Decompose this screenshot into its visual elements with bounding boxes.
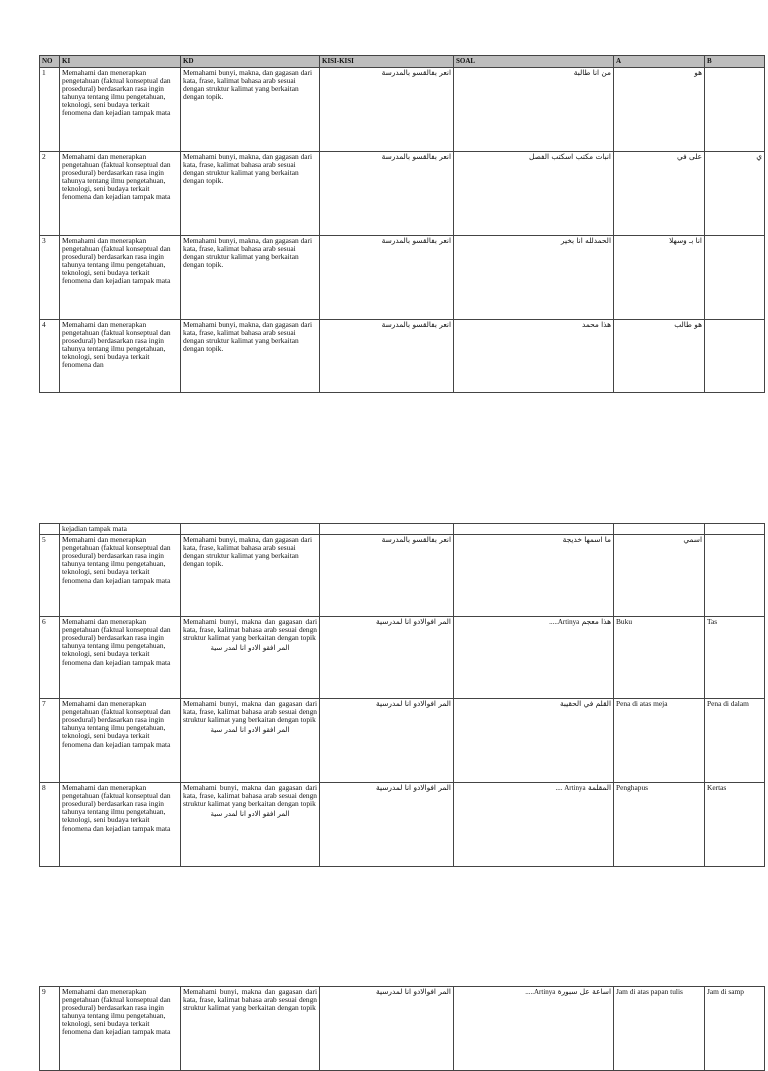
row-no: 3 [40,236,60,320]
row-no: 1 [40,68,60,152]
option-b-cell: Pena di dalam [705,699,765,783]
option-b-cell: ي [705,152,765,236]
table-row [40,987,765,1071]
row-no: 6 [40,617,60,699]
table-row [40,152,765,236]
option-b-cell [705,236,765,320]
header-no: NO [40,56,60,68]
kisi-cell: المر افوالادو انا لمدرسية [320,699,454,783]
header-row [40,56,765,68]
kd-text: Memahami bunyi, makna dan gagasan dari kata, frase, kalimat bahasa arab sesuai dengn struktur kalimat yang berkaitan dengan topik [183,699,317,725]
option-b-cell: Jam di samp [705,987,765,1071]
kd-text: Memahami bunyi, makna dan gagasan dari kata, frase, kalimat bahasa arab sesuai dengn struktur kalimat yang berkaitan dengan topik [183,783,317,809]
kisi-cell: انعر بفالقسو بالمدرسة [320,535,454,617]
question-table-page-3 [39,986,765,1071]
soal-arabic: اساعة عل سبورة [557,987,611,996]
kd-cell: Memahami bunyi, makna, dan gagasan dari kata, frase, kalimat bahasa arab sesuai dengan struktur kalimat yang berkaitan dengan topik. [181,236,320,320]
header-soal: SOAL [454,56,614,68]
carry-row [40,524,765,535]
kisi-cell: انعر بفالقسو بالمدرسة [320,68,454,152]
header-kd: KD [181,56,320,68]
question-table-page-1 [39,55,765,393]
option-b-cell: Kertas [705,783,765,867]
table-row [40,699,765,783]
soal-cell: انبات مكتب اسكتب الفصل [454,152,614,236]
kisi-cell: انعر بفالقسو بالمدرسة [320,152,454,236]
option-a-cell: Jam di atas papan tulis [614,987,705,1071]
soal-cell: من انا طالبة [454,68,614,152]
kd-cell [181,783,320,867]
row-no: 8 [40,783,60,867]
table-row [40,68,765,152]
soal-cell: الحمدلله انا بخير [454,236,614,320]
ki-cell: Memahami dan menerapkan pengetahuan (faktual konseptual dan prosedural) berdasarkan rasa ingin tahunya tentang ilmu pengetahuan, teknologi, seni budaya terkait fenomena dan kejadian tampak mata [60,236,181,320]
option-b-cell [705,68,765,152]
soal-artinya: Artinya..... [525,988,556,996]
soal-cell [454,617,614,699]
ki-cell: Memahami dan menerapkan pengetahuan (faktual konseptual dan prosedural) berdasarkan rasa ingin tahunya tentang ilmu pengetahuan, teknologi, seni budaya terkait fenomena dan kejadian tampak mata [60,617,181,699]
row-no: 4 [40,320,60,393]
kisi-cell: المر افوالادو انا لمدرسية [320,987,454,1071]
soal-arabic: هذا معجم [581,617,611,627]
kisi-cell: المر افوالادو انا لمدرسية [320,617,454,699]
soal-cell: ما اسمها خديجة [454,535,614,617]
kd-text: Memahami bunyi, makna dan gagasan dari kata, frase, kalimat bahasa arab sesuai dengn struktur kalimat yang berkaitan dengan topik [183,987,317,1013]
header-b: B [705,56,765,68]
option-a-cell: Buku [614,617,705,699]
soal-artinya: Artinya .... [555,784,586,793]
soal-cell [454,987,614,1071]
kd-arabic: المر افقو الادو انا لمدر سية [210,810,290,819]
row-no: 7 [40,699,60,783]
header-a: A [614,56,705,68]
row-no: 9 [40,987,60,1071]
soal-artinya: Artinya..... [549,618,580,627]
ki-cell: Memahami dan menerapkan pengetahuan (faktual konseptual dan prosedural) berdasarkan rasa ingin tahunya tentang ilmu pengetahuan, teknologi, seni budaya terkait fenomena dan kejadian tampak mata [60,699,181,783]
kd-cell: Memahami bunyi, makna, dan gagasan dari kata, frase, kalimat bahasa arab sesuai dengan struktur kalimat yang berkaitan dengan topik. [181,320,320,393]
soal-arabic: المقلمة [588,783,611,793]
ki-cell: Memahami dan menerapkan pengetahuan (faktual konseptual dan prosedural) berdasarkan rasa ingin tahunya tentang ilmu pengetahuan, teknologi, seni budaya terkait fenomena dan kejadian tampak mata [60,535,181,617]
row-no: 5 [40,535,60,617]
option-a-cell: اسمي [614,535,705,617]
ki-carry-cell: kejadian tampak mata [60,524,181,535]
ki-cell: Memahami dan menerapkan pengetahuan (faktual konseptual dan prosedural) berdasarkan rasa ingin tahunya tentang ilmu pengetahuan, teknologi, seni budaya terkait fenomena dan kejadian tampak mata [60,152,181,236]
ki-cell: Memahami dan menerapkan pengetahuan (faktual konseptual dan prosedural) berdasarkan rasa ingin tahunya tentang ilmu pengetahuan, teknologi, seni budaya terkait fenomena dan kejadian tampak mata [60,68,181,152]
table-row [40,617,765,699]
kd-arabic: المر افقو الادو انا لمدر سية [210,726,290,735]
kd-cell [181,699,320,783]
row-no: 2 [40,152,60,236]
option-b-cell: Tas [705,617,765,699]
table-row [40,535,765,617]
kisi-cell: انعر بفالقسو بالمدرسة [320,320,454,393]
soal-cell: هذا محمد [454,320,614,393]
kisi-cell: انعر بفالقسو بالمدرسة [320,236,454,320]
option-a-cell: على في [614,152,705,236]
option-a-cell: Penghapus [614,783,705,867]
kd-cell: Memahami bunyi, makna, dan gagasan dari kata, frase, kalimat bahasa arab sesuai dengan struktur kalimat yang berkaitan dengan topik. [181,68,320,152]
kd-cell: Memahami bunyi, makna, dan gagasan dari kata, frase, kalimat bahasa arab sesuai dengan struktur kalimat yang berkaitan dengan topik. [181,535,320,617]
kisi-cell: المر افوالادو انا لمدرسية [320,783,454,867]
kd-text: Memahami bunyi, makna dan gagasan dari kata, frase, kalimat bahasa arab sesuai dengn struktur kalimat yang berkaitan dengan topik [183,617,317,643]
option-a-cell: هو طالب [614,320,705,393]
kd-cell: Memahami bunyi, makna, dan gagasan dari kata, frase, kalimat bahasa arab sesuai dengan struktur kalimat yang berkaitan dengan topik. [181,152,320,236]
kd-arabic: المر افقو الادو انا لمدر سية [210,644,290,653]
ki-cell: Memahami dan menerapkan pengetahuan (faktual konseptual dan prosedural) berdasarkan rasa ingin tahunya tentang ilmu pengetahuan, teknologi, seni budaya terkait fenomena dan [60,320,181,393]
soal-cell [454,783,614,867]
table-row [40,783,765,867]
ki-cell: Memahami dan menerapkan pengetahuan (faktual konseptual dan prosedural) berdasarkan rasa ingin tahunya tentang ilmu pengetahuan, teknologi, seni budaya terkait fenomena dan kejadian tampak mata [60,783,181,867]
option-a-cell: هو [614,68,705,152]
option-a-cell: Pena di atas meja [614,699,705,783]
header-ki: KI [60,56,181,68]
question-table-page-2 [39,523,765,867]
table-row [40,320,765,393]
soal-cell: القلم في الحقيبة [454,699,614,783]
option-b-cell [705,535,765,617]
option-a-cell: انا بـ وسهلا [614,236,705,320]
kd-cell [181,617,320,699]
header-kisi: KISI-KISI [320,56,454,68]
kd-cell [181,987,320,1071]
option-b-cell [705,320,765,393]
table-row [40,236,765,320]
ki-cell: Memahami dan menerapkan pengetahuan (faktual konseptual dan prosedural) berdasarkan rasa ingin tahunya tentang ilmu pengetahuan, teknologi, seni budaya terkait fenomena dan kejadian tampak mata [60,987,181,1071]
